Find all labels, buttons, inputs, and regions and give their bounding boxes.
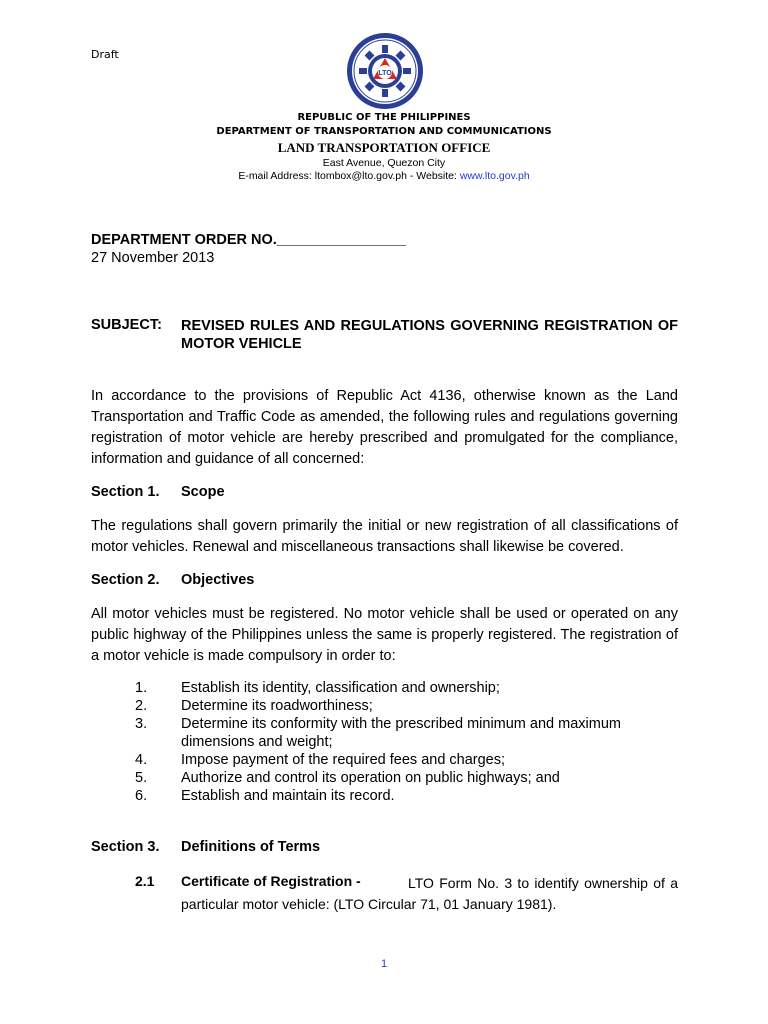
draft-label: Draft [91,48,119,61]
section-number: Section 1. [91,484,160,500]
list-text: Establish and maintain its record. [181,788,395,804]
lto-seal-logo [346,32,424,110]
section-3-heading [91,839,320,855]
list-item [135,769,680,787]
header-address: East Avenue, Quezon City [322,157,446,169]
list-number: 6. [135,788,148,804]
subject-text: REVISED RULES AND REGULATIONS GOVERNING REGISTRATION OF MOTOR VEHICLE [181,318,678,352]
list-item [135,697,680,715]
section-title: Objectives [181,572,255,588]
list-text: Establish its identity, classification and ownership; [181,680,500,696]
list-text: Impose payment of the required fees and charges; [181,752,506,768]
list-text: Determine its conformity with the prescribed minimum and maximum dimensions and weight; [181,716,621,750]
list-item [135,679,680,697]
section-number: Section 2. [91,572,160,588]
list-text: Determine its roadworthiness; [181,698,373,714]
order-date: 27 November 2013 [91,250,215,266]
section-title: Scope [181,484,225,500]
section-title: Definitions of Terms [181,839,321,855]
header-republic: REPUBLIC OF THE PHILIPPINES [297,112,471,123]
definition-term: Certificate of Registration - [181,873,361,889]
list-item [135,751,680,769]
definition-number: 2.1 [135,873,155,889]
subject-label: SUBJECT: [91,317,162,333]
list-text: Authorize and control its operation on public highways; and [181,770,560,786]
header-department: DEPARTMENT OF TRANSPORTATION AND COMMUNICATIONS [216,126,552,137]
svg-text:LTO: LTO [378,70,392,77]
list-number: 5. [135,770,148,786]
list-number: 2. [135,698,148,714]
section-2-heading [91,572,254,588]
section-1-body: The regulations shall govern primarily the initial or new registration of all classifications of motor vehicles. Renewal and miscellaneous transactions shall likewise be covered. [91,518,678,555]
list-number: 1. [135,680,148,696]
list-number: 3. [135,716,148,732]
department-order-number: DEPARTMENT ORDER NO.________________ [91,232,406,248]
list-item [135,715,680,751]
list-number: 4. [135,752,148,768]
section-1-heading [91,484,225,500]
section-number: Section 3. [91,839,160,855]
header-office: LAND TRANSPORTATION OFFICE [277,140,491,155]
list-item [135,787,680,805]
website-link[interactable]: www.lto.gov.ph [459,170,530,182]
intro-paragraph: In accordance to the provisions of Republic Act 4136, otherwise known as the Land Transportation and Traffic Code as amended, the following rules and regulations governing registration of motor vehicle are hereby prescribed and promulgated for the compliance, information and guidance of all concerned: [91,388,678,467]
section-2-body: All motor vehicles must be registered. No motor vehicle shall be used or operated on any public highway of the Philippines unless the same is properly registered. The registration of a motor vehicle is made compulsory in order to: [91,606,678,664]
definition-text: LTO Form No. 3 to identify ownership of a particular motor vehicle: (LTO Circular 71, 01 January 1981). [181,875,678,912]
header-contact [0,170,768,182]
objectives-list [135,679,680,805]
page-number: 1 [380,958,388,970]
contact-text: E-mail Address: ltombox@lto.gov.ph - Website: [238,170,460,182]
